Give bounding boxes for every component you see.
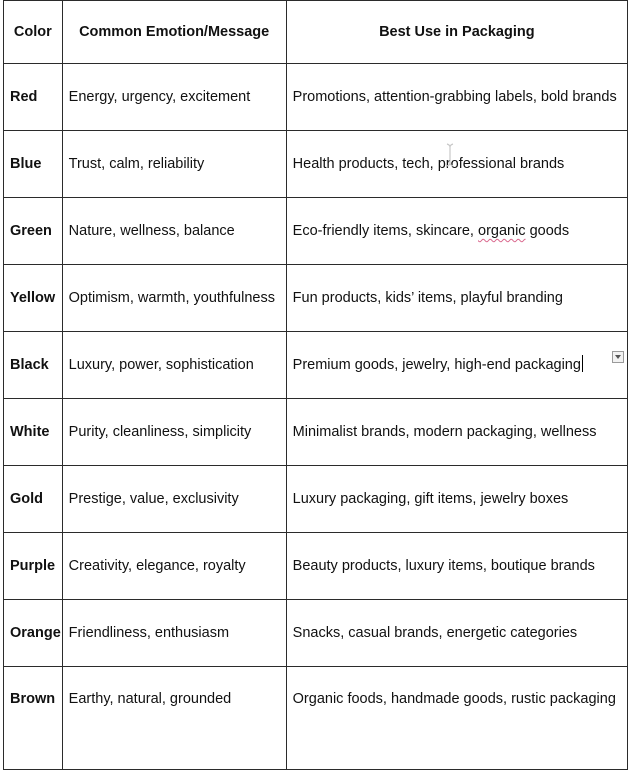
color-cell[interactable]: Brown <box>4 667 63 770</box>
color-psychology-table <box>3 0 628 770</box>
color-cell[interactable]: Blue <box>4 131 63 198</box>
color-cell[interactable]: Green <box>4 198 63 265</box>
header-color[interactable]: Color <box>4 1 63 64</box>
best-use-cell[interactable]: Health products, tech, professional brands <box>286 131 627 198</box>
best-use-cell[interactable] <box>286 332 627 399</box>
table-row <box>4 533 628 600</box>
best-use-cell[interactable]: Minimalist brands, modern packaging, wellness <box>286 399 627 466</box>
best-use-cell[interactable]: Snacks, casual brands, energetic categories <box>286 600 627 667</box>
best-use-text: Eco-friendly items, skincare, <box>292 223 478 239</box>
text-caret <box>582 355 584 372</box>
best-use-cell[interactable]: Organic foods, handmade goods, rustic packaging <box>286 667 627 770</box>
best-use-text: Premium goods, jewelry, high-end packaging <box>292 357 581 373</box>
color-cell[interactable]: Red <box>4 64 63 131</box>
table-row <box>4 64 628 131</box>
color-cell[interactable]: Purple <box>4 533 63 600</box>
color-cell[interactable]: White <box>4 399 63 466</box>
best-use-text: goods <box>525 223 570 239</box>
emotion-cell[interactable]: Energy, urgency, excitement <box>62 64 286 131</box>
header-best-use[interactable]: Best Use in Packaging <box>286 1 627 64</box>
emotion-cell[interactable]: Optimism, warmth, youthfulness <box>62 265 286 332</box>
header-emotion[interactable]: Common Emotion/Message <box>62 1 286 64</box>
emotion-cell[interactable]: Purity, cleanliness, simplicity <box>62 399 286 466</box>
spellcheck-flagged-word[interactable]: organic <box>478 223 526 239</box>
color-cell[interactable]: Orange <box>4 600 63 667</box>
table-row <box>4 399 628 466</box>
text-cursor-icon <box>446 143 454 167</box>
table-row <box>4 600 628 667</box>
table-row <box>4 265 628 332</box>
table-row <box>4 667 628 770</box>
table-row <box>4 466 628 533</box>
color-cell[interactable]: Gold <box>4 466 63 533</box>
emotion-cell[interactable]: Luxury, power, sophistication <box>62 332 286 399</box>
emotion-cell[interactable]: Trust, calm, reliability <box>62 131 286 198</box>
emotion-cell[interactable]: Creativity, elegance, royalty <box>62 533 286 600</box>
table-row <box>4 332 628 399</box>
chevron-down-icon[interactable] <box>612 351 624 363</box>
table-header-row <box>4 1 628 64</box>
best-use-cell[interactable]: Luxury packaging, gift items, jewelry boxes <box>286 466 627 533</box>
best-use-cell[interactable]: Promotions, attention-grabbing labels, bold brands <box>286 64 627 131</box>
color-cell[interactable]: Yellow <box>4 265 63 332</box>
best-use-cell[interactable]: Fun products, kids’ items, playful branding <box>286 265 627 332</box>
table-row <box>4 131 628 198</box>
emotion-cell[interactable]: Nature, wellness, balance <box>62 198 286 265</box>
emotion-cell[interactable]: Friendliness, enthusiasm <box>62 600 286 667</box>
emotion-cell[interactable]: Prestige, value, exclusivity <box>62 466 286 533</box>
color-cell[interactable]: Black <box>4 332 63 399</box>
table-row <box>4 198 628 265</box>
emotion-cell[interactable]: Earthy, natural, grounded <box>62 667 286 770</box>
best-use-cell[interactable]: Beauty products, luxury items, boutique brands <box>286 533 627 600</box>
best-use-cell[interactable] <box>286 198 627 265</box>
